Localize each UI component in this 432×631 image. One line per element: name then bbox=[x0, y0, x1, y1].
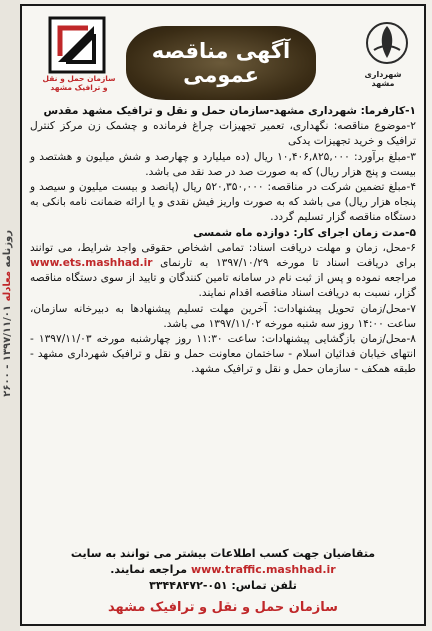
item-subject: ۲-موضوع مناقصه: نگهداری، تعمیر تجهیزات چراغ فرمانده و چشمک زن مرکز کنترل ترافیک و خرید تجهیزات یدکی bbox=[30, 120, 416, 148]
item-opening: ۸-محل/زمان بازگشایی پیشنهادات: ساعت ۱۱:۳۰ روز چهارشنبه مورخه ۱۳۹۷/۱۱/۰۳ - انتهای خیابان فدائیان اسلام - ساختمان معاونت حمل و نقل و ترافیک شهرداری مشهد - طبقه همکف - سازمان حمل و نقل و ترافیک مشهد. bbox=[30, 333, 416, 376]
notice-title-banner bbox=[126, 26, 316, 100]
item-documents-text: ۶-محل، زمان و مهلت دریافت اسناد: تمامی اشخاص حقوقی واجد شرایط، می توانند برای دریافت اسناد تا مورخه ۱۳۹۷/۱۰/۲۹ به تارنمای bbox=[30, 241, 416, 270]
item-duration: ۵-مدت زمان اجرای کار: دوازده ماه شمسی bbox=[193, 226, 416, 239]
footer-site-line bbox=[30, 562, 416, 578]
footer-phone: تلفن تماس: ۰۵۱-۳۳۴۴۸۴۷۲ bbox=[149, 579, 297, 592]
traffic-website-link[interactable]: www.traffic.mashhad.ir bbox=[190, 563, 336, 576]
footer-refer-text: مراجعه نمایند. bbox=[110, 563, 188, 576]
item-employer: ۱-کارفرما: شهرداری مشهد-سازمان حمل و نقل و ترافیک مشهد مقدس bbox=[43, 105, 416, 117]
notice-header bbox=[22, 6, 424, 106]
footer-info-line: متقاضیان جهت کسب اطلاعات بیشتر می توانند به سایت bbox=[70, 547, 376, 560]
item-guarantee: ۴-مبلغ تضمین شرکت در مناقصه: ۵۲۰,۳۵۰,۰۰۰ ریال (پانصد و بیست میلیون و سیصد و پنجاه هزار ریال) می باشد که به صورت واریز فیش نقدی و یا ارائه ضمانت نامه بانکی به دستگاه مناقصه گزار تسلیم گردد. bbox=[30, 181, 417, 224]
item-documents-text-cont: مراجعه نموده و پس از ثبت نام در سامانه تامین کنندگان و تایید از سوی دستگاه مناقصه گزار، نسبت به دریافت اسناد مناقصه اقدام نمایند. bbox=[30, 272, 416, 300]
newspaper-date-label: روزنامه معادله ۱۳۹۷/۱۱/۰۱ - ۲۶۰۰ bbox=[2, 230, 13, 397]
notice-title-line2: عمومی bbox=[183, 63, 259, 87]
left-logo-caption: سازمان حمل و نقل و ترافیک مشهد bbox=[42, 74, 116, 93]
newspaper-side-strip bbox=[0, 0, 20, 631]
notice-footer bbox=[30, 546, 416, 616]
ets-website-link[interactable]: www.ets.mashhad.ir bbox=[30, 257, 153, 270]
item-documents bbox=[30, 241, 416, 302]
notice-title-line1: آگهی مناقصه bbox=[151, 38, 291, 63]
transport-organization-logo-icon bbox=[48, 16, 106, 74]
footer-organization-name: سازمان حمل و نقل و ترافیک مشهد bbox=[108, 600, 338, 615]
right-logo-caption: شهرداری مشهد bbox=[364, 70, 402, 88]
tender-notice-frame bbox=[20, 4, 426, 626]
notice-body bbox=[30, 104, 416, 378]
item-estimate: ۳-مبلغ برآورد: ۱۰,۴۰۶,۸۲۵,۰۰۰ ریال (ده میلیارد و چهارصد و شش میلیون و هشتصد و بیست و پنج هزار ریال) که به صورت صد در صد نقد می باشد. bbox=[30, 150, 416, 178]
mashhad-municipality-logo-icon bbox=[364, 20, 410, 66]
item-submission: ۷-محل/زمان تحویل پیشنهادات: آخرین مهلت تسلیم پیشنهادها به دبیرخانه سازمان، ساعت ۱۴:۰۰ روز سه شنبه مورخه ۱۳۹۷/۱۱/۰۲ می باشد. bbox=[30, 302, 416, 330]
